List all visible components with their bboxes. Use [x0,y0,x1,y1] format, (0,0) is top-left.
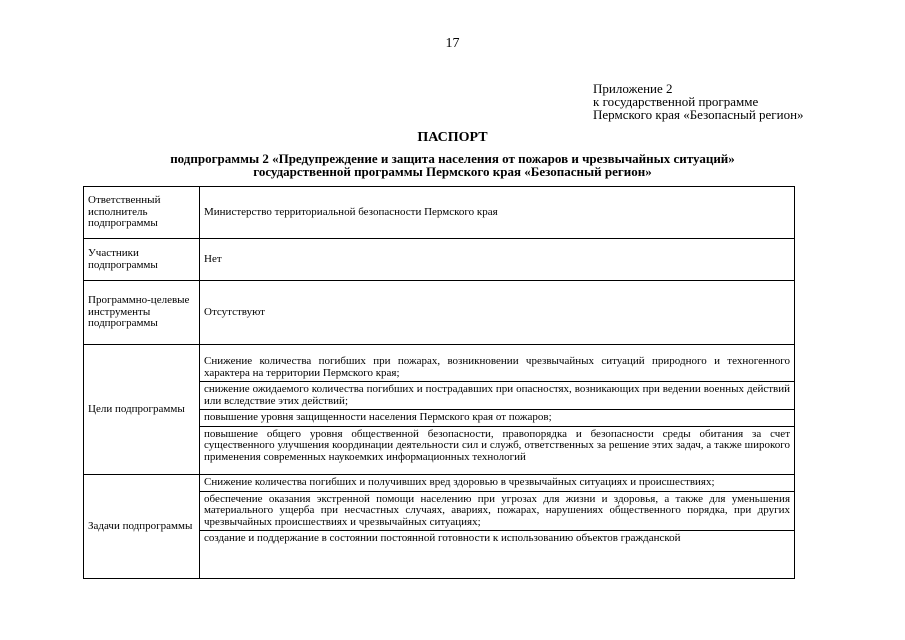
table-row [84,187,795,239]
table-row [84,345,795,475]
goal-item: снижение ожидаемого количества погибших и пострадавших при опасностях, возникающих при ведении военных действий или вследствие этих действий; [204,383,790,407]
task-item: Снижение количества погибших и получивших вред здоровью в чрезвычайных ситуациях и происшествиях; [204,476,715,488]
table-row [84,239,795,281]
document-title: ПАСПОРТ [417,130,488,145]
appendix-note [593,82,804,121]
row-label: Ответственный исполнитель подпрограммы [84,187,200,239]
passport-table [83,186,795,579]
row-value [200,345,795,475]
row-label: Программно-целевые инструменты подпрограммы [84,281,200,345]
task-item: создание и поддержание в состоянии постоянной готовности к использованию объектов гражданской [204,532,681,544]
row-label: Цели подпрограммы [84,345,200,475]
appendix-line-3: Пермского края «Безопасный регион» [593,107,804,122]
row-value: Нет [200,239,795,281]
table-row [84,475,795,579]
row-label: Участники подпрограммы [84,239,200,281]
table-row [84,281,795,345]
row-value: Министерство территориальной безопасности Пермского края [200,187,795,239]
goal-item: повышение общего уровня общественной безопасности, правопорядка и безопасности среды обитания за счет существенного улучшения координации деятельности сил и служб, ответственных за решение этих задач, а также широкого применения современных наукоемких информационных технологий [204,427,790,463]
row-value: Отсутствуют [200,281,795,345]
goal-item: Снижение количества погибших при пожарах, возникновении чрезвычайных ситуаций природного и техногенного характера на территории Пермского края; [204,355,790,379]
appendix-line-2: к государственной программе [593,94,759,109]
row-label: Задачи подпрограммы [84,475,200,579]
task-item: обеспечение оказания экстренной помощи населению при угрозах для жизни и здоровья, а также для уменьшения материального ущерба при несчастных случаях, авариях, пожарах, нарушениях общественного порядка, при других чрезвычайных происшествиях и чрезвычайных ситуациях; [204,492,790,528]
goal-item: повышение уровня защищенности населения Пермского края от пожаров; [204,411,552,423]
subtitle-line-2: государственной программы Пермского края «Безопасный регион» [253,164,652,179]
page-number: 17 [445,36,460,51]
document-subtitle [0,152,905,178]
subtitle-line-1: подпрограммы 2 «Предупреждение и защита населения от пожаров и чрезвычайных ситуаций» [170,151,735,166]
row-value [200,475,795,579]
appendix-line-1: Приложение 2 [593,81,673,96]
